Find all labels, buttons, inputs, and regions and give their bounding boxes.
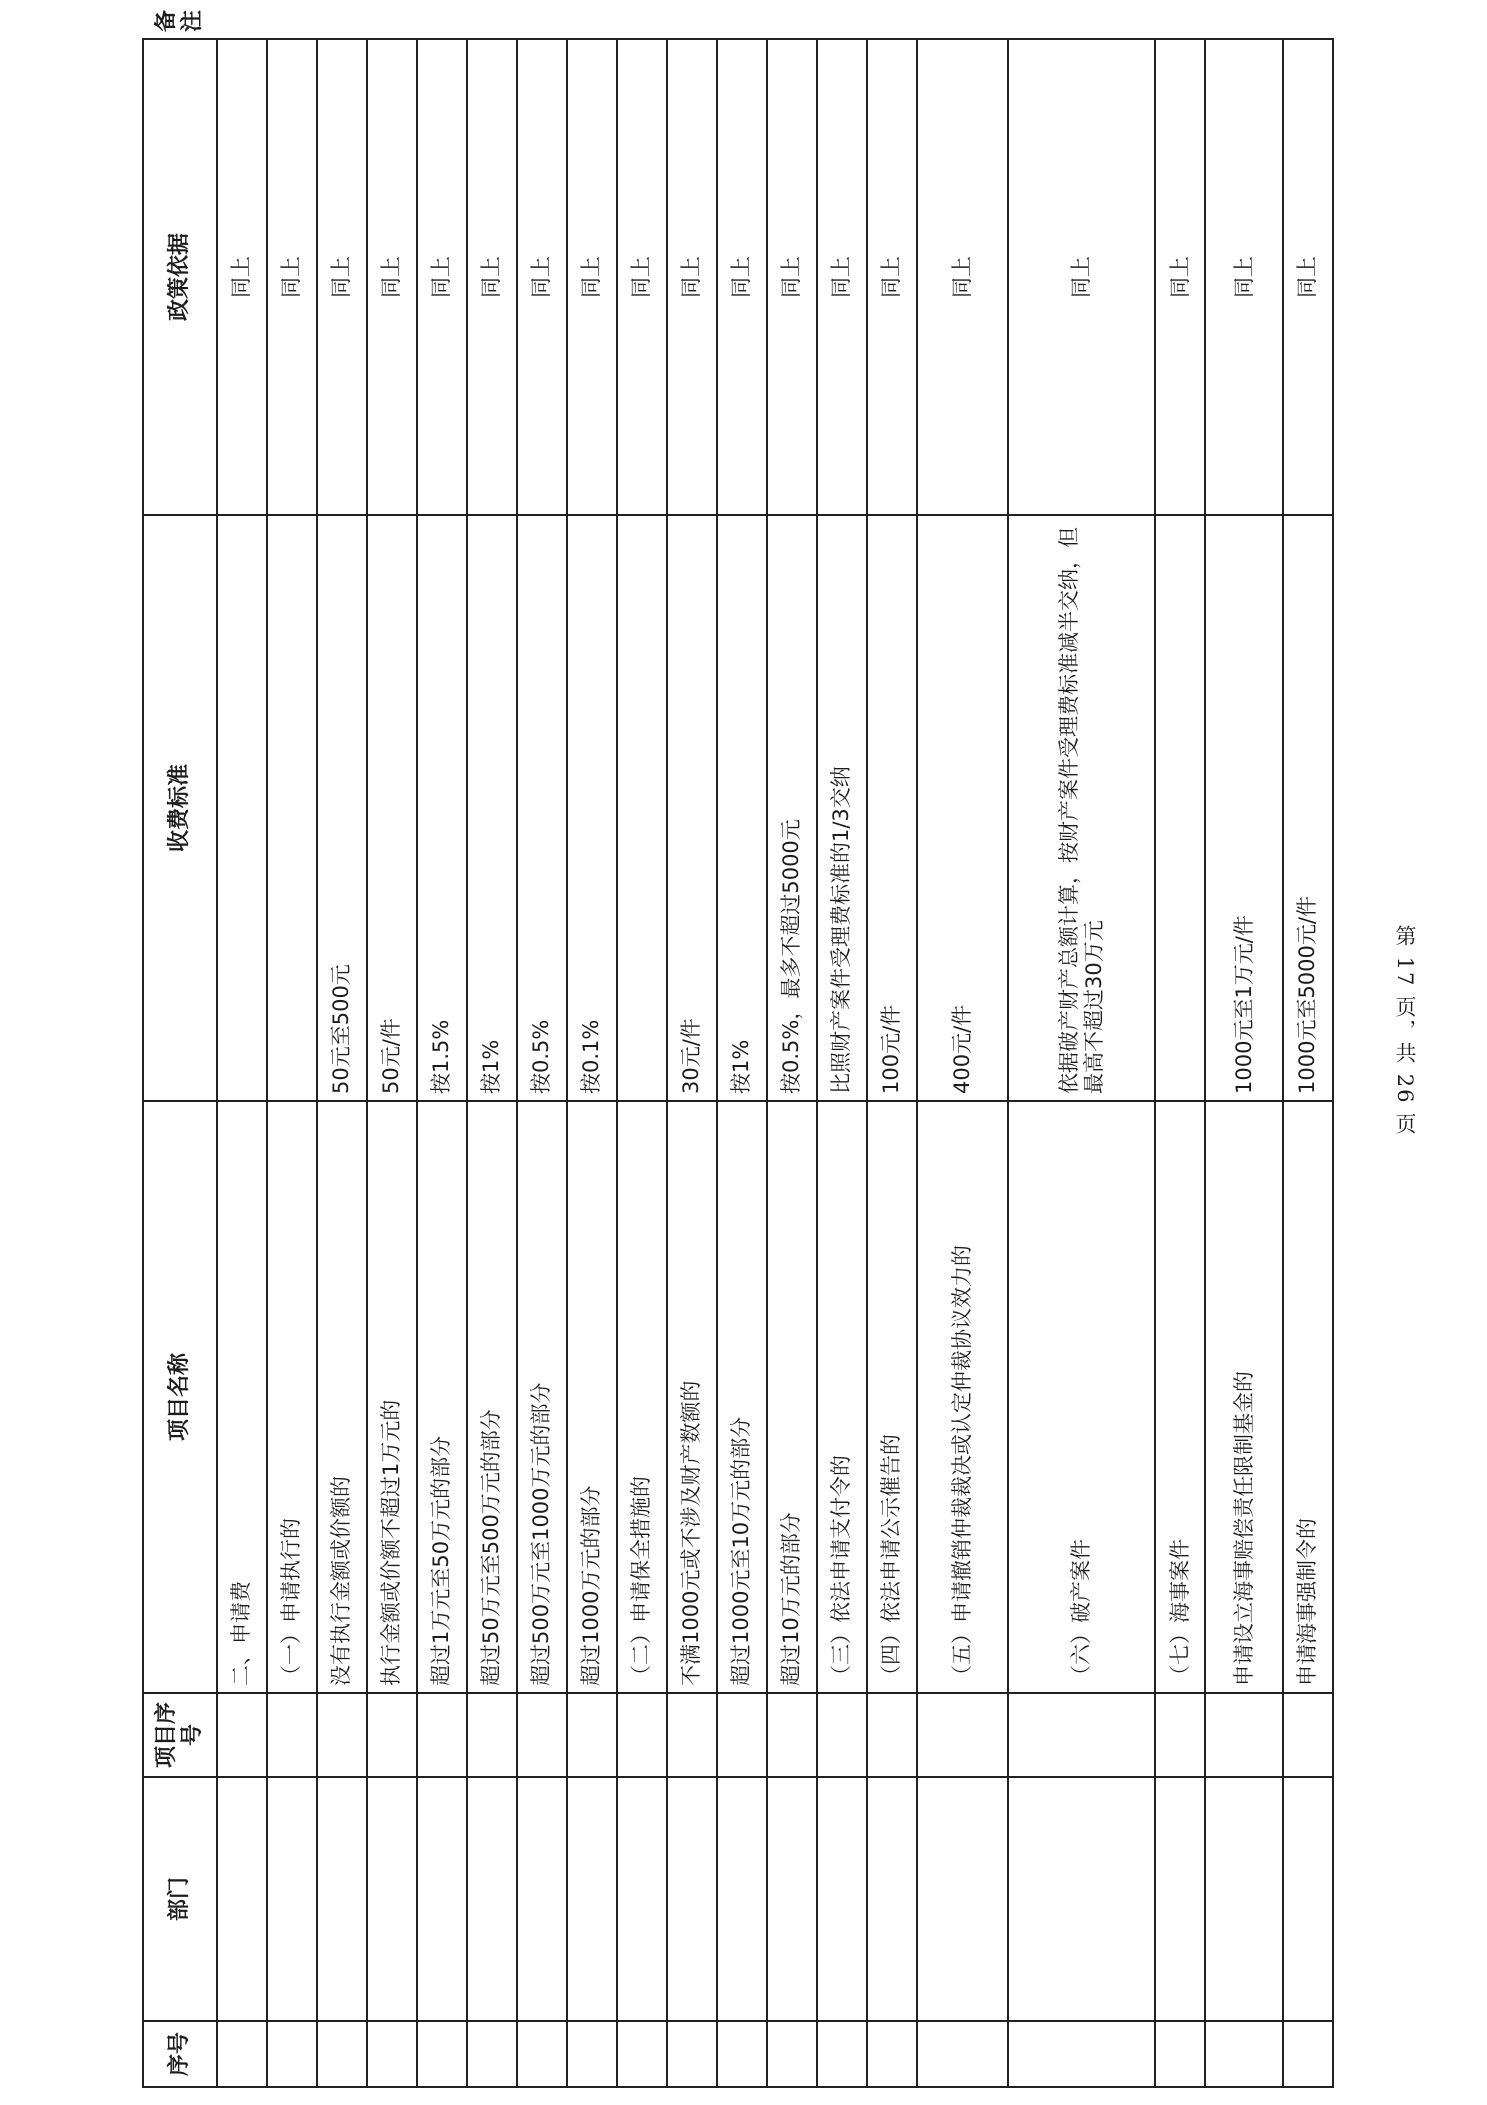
cell-item-seq [467, 1693, 517, 1777]
cell-standard: 50元至500元 [317, 515, 367, 1101]
table-row [1205, 39, 1283, 2087]
cell-name: （一）申请执行的 [267, 1101, 317, 1693]
table-row [867, 39, 917, 2087]
header-basis: 政策依据 [143, 39, 217, 515]
cell-basis: 同上 [217, 39, 267, 515]
cell-item-seq [1283, 1693, 1333, 1777]
cell-seqno [867, 2021, 917, 2087]
cell-standard [617, 515, 667, 1101]
cell-item-seq [567, 1693, 617, 1777]
cell-standard: 比照财产案件受理费标准的1/3交纳 [817, 515, 867, 1101]
cell-basis: 同上 [1155, 39, 1205, 515]
cell-standard: 400元/件 [917, 515, 1009, 1101]
cell-seqno [317, 2021, 367, 2087]
cell-basis: 同上 [417, 39, 467, 515]
cell-seqno [767, 2021, 817, 2087]
cell-dept [417, 1777, 467, 2021]
table-row [717, 39, 767, 2087]
cell-name: （四）依法申请公示催告的 [867, 1101, 917, 1693]
cell-basis: 同上 [767, 39, 817, 515]
cell-standard: 按1% [717, 515, 767, 1101]
cell-name: 超过1000万元的部分 [567, 1101, 617, 1693]
cell-item-seq [367, 1693, 417, 1777]
cell-name: 不满1000元或不涉及财产数额的 [667, 1101, 717, 1693]
cell-seqno [667, 2021, 717, 2087]
cell-name: （二）申请保全措施的 [617, 1101, 667, 1693]
table-row [267, 39, 317, 2087]
table-header-row: 序号 部门 项目序号 项目名称 收费标准 政策依据 备注 [143, 39, 217, 2087]
table-row [617, 39, 667, 2087]
cell-standard: 依据破产财产总额计算，按财产案件受理费标准减半交纳，但最高不超过30万元 [1008, 515, 1155, 1101]
cell-seqno [817, 2021, 867, 2087]
cell-basis: 同上 [267, 39, 317, 515]
header-standard: 收费标准 [143, 515, 217, 1101]
cell-item-seq [317, 1693, 367, 1777]
cell-dept [1155, 1777, 1205, 2021]
cell-name: 超过50万元至500万元的部分 [467, 1101, 517, 1693]
cell-basis: 同上 [717, 39, 767, 515]
cell-standard: 按1.5% [417, 515, 467, 1101]
cell-name: 超过500万元至1000万元的部分 [517, 1101, 567, 1693]
table-row [817, 39, 867, 2087]
table-row [367, 39, 417, 2087]
cell-name: 没有执行金额或价额的 [317, 1101, 367, 1693]
cell-basis: 同上 [317, 39, 367, 515]
cell-basis: 同上 [917, 39, 1009, 515]
cell-item-seq [1155, 1693, 1205, 1777]
header-name: 项目名称 [143, 1101, 217, 1693]
cell-seqno [1155, 2021, 1205, 2087]
cell-dept [567, 1777, 617, 2021]
cell-dept [217, 1777, 267, 2021]
cell-dept [367, 1777, 417, 2021]
table-row [1283, 39, 1333, 2087]
cell-name: （七）海事案件 [1155, 1101, 1205, 1693]
cell-name: 申请设立海事赔偿责任限制基金的 [1205, 1101, 1283, 1693]
cell-seqno [717, 2021, 767, 2087]
table-row [217, 39, 267, 2087]
cell-basis: 同上 [617, 39, 667, 515]
cell-basis: 同上 [1205, 39, 1283, 515]
fee-table [142, 9, 1334, 2088]
table-row [1155, 39, 1205, 2087]
cell-basis: 同上 [1283, 39, 1333, 515]
cell-standard [1155, 515, 1205, 1101]
cell-dept [1205, 1777, 1283, 2021]
cell-standard: 50元/件 [367, 515, 417, 1101]
cell-basis: 同上 [867, 39, 917, 515]
fee-table-body [217, 39, 1333, 2087]
cell-dept [1008, 1777, 1155, 2021]
cell-basis: 同上 [517, 39, 567, 515]
cell-name: （三）依法申请支付令的 [817, 1101, 867, 1693]
cell-item-seq [767, 1693, 817, 1777]
table-row [567, 39, 617, 2087]
cell-standard: 按0.5% [517, 515, 567, 1101]
cell-dept [867, 1777, 917, 2021]
cell-standard: 按0.5%，最多不超过5000元 [767, 515, 817, 1101]
header-dept: 部门 [143, 1777, 217, 2021]
cell-dept [267, 1777, 317, 2021]
cell-name: 超过1万元至50万元的部分 [417, 1101, 467, 1693]
table-row [417, 39, 467, 2087]
cell-standard: 按0.1% [567, 515, 617, 1101]
cell-standard [267, 515, 317, 1101]
cell-item-seq [1008, 1693, 1155, 1777]
cell-dept [767, 1777, 817, 2021]
cell-name: （六）破产案件 [1008, 1101, 1155, 1693]
cell-item-seq [867, 1693, 917, 1777]
table-row [317, 39, 367, 2087]
cell-seqno [267, 2021, 317, 2087]
cell-basis: 同上 [667, 39, 717, 515]
cell-standard: 1000元至1万元/件 [1205, 515, 1283, 1101]
cell-seqno [367, 2021, 417, 2087]
cell-basis: 同上 [567, 39, 617, 515]
cell-seqno [1008, 2021, 1155, 2087]
cell-dept [617, 1777, 667, 2021]
cell-dept [667, 1777, 717, 2021]
cell-item-seq [667, 1693, 717, 1777]
cell-standard: 30元/件 [667, 515, 717, 1101]
cell-name: 二、申请费 [217, 1101, 267, 1693]
cell-seqno [917, 2021, 1009, 2087]
cell-dept [817, 1777, 867, 2021]
cell-dept [917, 1777, 1009, 2021]
cell-item-seq [817, 1693, 867, 1777]
table-row [767, 39, 817, 2087]
cell-dept [517, 1777, 567, 2021]
cell-basis: 同上 [1008, 39, 1155, 515]
table-row [467, 39, 517, 2087]
cell-item-seq [617, 1693, 667, 1777]
cell-name: （五）申请撤销仲裁裁决或认定仲裁协议效力的 [917, 1101, 1009, 1693]
cell-item-seq [717, 1693, 767, 1777]
cell-item-seq [1205, 1693, 1283, 1777]
page-number: 第 17 页，共 26 页 [1393, 925, 1417, 1137]
cell-standard: 1000元至5000元/件 [1283, 515, 1333, 1101]
cell-standard: 100元/件 [867, 515, 917, 1101]
cell-seqno [567, 2021, 617, 2087]
table-row [917, 39, 1009, 2087]
cell-standard [217, 515, 267, 1101]
cell-basis: 同上 [817, 39, 867, 515]
cell-item-seq [417, 1693, 467, 1777]
cell-seqno [217, 2021, 267, 2087]
table-row [667, 39, 717, 2087]
cell-item-seq [217, 1693, 267, 1777]
cell-item-seq [917, 1693, 1009, 1777]
cell-name: 超过1000元至10万元的部分 [717, 1101, 767, 1693]
table-row [1008, 39, 1155, 2087]
header-item-seq: 项目序号 [143, 1693, 217, 1777]
cell-dept [317, 1777, 367, 2021]
cell-seqno [517, 2021, 567, 2087]
cell-basis: 同上 [467, 39, 517, 515]
cell-item-seq [517, 1693, 567, 1777]
cell-name: 申请海事强制令的 [1283, 1101, 1333, 1693]
cell-seqno [1283, 2021, 1333, 2087]
cell-seqno [467, 2021, 517, 2087]
table-row [517, 39, 567, 2087]
cell-name: 执行金额或价额不超过1万元的 [367, 1101, 417, 1693]
cell-seqno [417, 2021, 467, 2087]
header-seqno: 序号 [143, 2021, 217, 2087]
cell-name: 超过10万元的部分 [767, 1101, 817, 1693]
cell-item-seq [267, 1693, 317, 1777]
fee-table-sheet [142, 9, 1334, 2088]
cell-standard: 按1% [467, 515, 517, 1101]
cell-seqno [617, 2021, 667, 2087]
cell-dept [717, 1777, 767, 2021]
cell-basis: 同上 [367, 39, 417, 515]
cell-seqno [1205, 2021, 1283, 2087]
cell-dept [467, 1777, 517, 2021]
cell-dept [1283, 1777, 1333, 2021]
